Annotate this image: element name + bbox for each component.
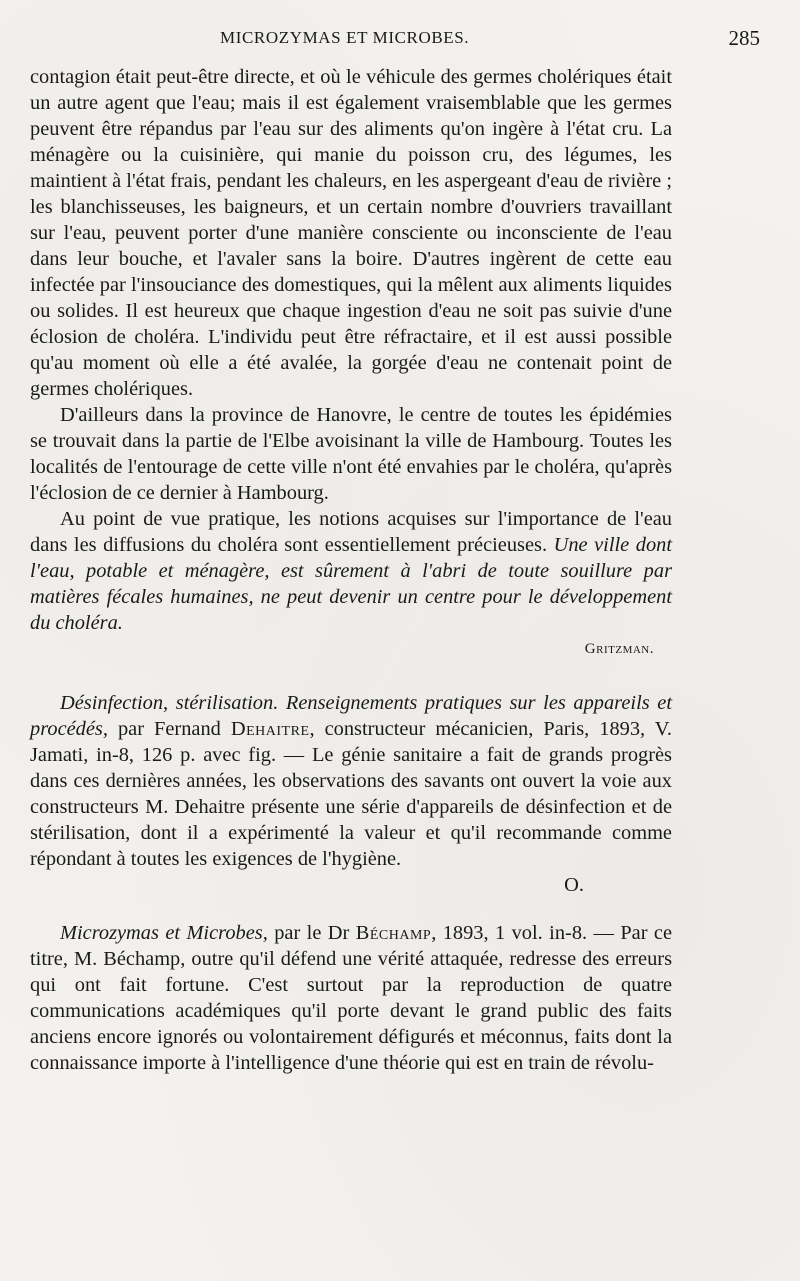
signature-gritzman: Gritzman. [584, 641, 654, 657]
paragraph-hanovre: D'ailleurs dans la province de Hanovre, le centre de toutes les épidémies se trouvait dans la partie de l'Elbe avoisinant la ville de Hambourg. Toutes les localités de l'entourage de cette ville n'ont été envahies par le choléra, qu'après l'éclosion de ce dernier à Hambourg. [30, 404, 672, 504]
review-desinfection-author: Dehaitre [230, 718, 310, 740]
review-desinfection-by: par Fernand [117, 718, 221, 740]
review-desinfection-title: Désinfection, stérilisation. Renseignements pratiques sur les appareils et procédés, [30, 692, 672, 740]
paragraph-pratique [30, 506, 672, 636]
paragraph-pratique-italic: Une ville dont l'eau, potable et ménagère, est sûrement à l'abri de toute souillure par matières fécales humaines, ne peut devenir un centre pour le développement du choléra. [30, 534, 672, 634]
paragraph-contagion: contagion était peut-être directe, et où le véhicule des germes cholériques était un autre agent que l'eau; mais il est également vraisemblable que les germes peuvent être répandus par l'eau sur des aliments qu'on ingère à l'état cru. La ménagère ou la cuisinière, qui manie du poisson cru, des légumes, les maintient à l'état frais, pendant les chaleurs, en les aspergeant d'eau de rivière ; les blanchisseuses, les baigneurs, et un certain nombre d'ouvriers travaillant sur l'eau, peuvent porter d'une manière consciente ou inconsciente de l'eau dans leur bouche, et l'avaler sans la boire. D'autres ingèrent de cette eau infectée par l'insouciance des domestiques, qui la mêlent aux aliments liquides ou solides. Il est heureux que chaque ingestion d'eau ne soit pas suivie d'une éclosion de choléra. L'individu peut être réfractaire, et il est aussi possible qu'au moment où elle a été avalée, la gorgée d'eau ne contenait point de germes cholériques. [30, 66, 672, 400]
review-microzymas-text: , 1893, 1 vol. in-8. — Par ce titre, M. Béchamp, outre qu'il défend une vérité attaquée, redresse des erreurs qui ont fait fortune. C'est surtout par la reproduction de quatre communications académiques qu'il porte devant le grand public des faits anciens encore ignorés ou volontairement défigurés et méconnus, faits dont la connaissance importe à l'intelligence d'une théorie qui est en train de révolu- [30, 922, 673, 1074]
review-microzymas-by: par le Dr [274, 922, 350, 944]
review-microzymas [30, 920, 672, 1076]
paragraph-pratique-text: Au point de vue pratique, les notions acquises sur l'importance de l'eau dans les diffusions du choléra sont essentiellement précieuses. [30, 508, 672, 556]
page-header [30, 28, 760, 54]
review-desinfection-text: , constructeur mécanicien, Paris, 1893, V. Jamati, in-8, 126 p. avec fig. — Le génie sanitaire a fait de grands progrès dans ces dernières années, les observations des savants ont ouvert la voie aux constructeurs M. Dehaitre présente une série d'appareils de désinfection et de stérilisation, dont il a expérimenté la valeur et qu'il recommande comme répondant à toutes les exigences de l'hygiène. [30, 718, 672, 870]
page-number: 285 [728, 26, 760, 50]
body-text [30, 64, 672, 1076]
running-title: MICROZYMAS ET MICROBES. [220, 28, 470, 47]
review-microzymas-title: Microzymas et Microbes, [60, 922, 268, 944]
review-desinfection [30, 690, 672, 872]
signature-o: O. [564, 874, 584, 896]
review-microzymas-author: Béchamp [355, 922, 432, 944]
